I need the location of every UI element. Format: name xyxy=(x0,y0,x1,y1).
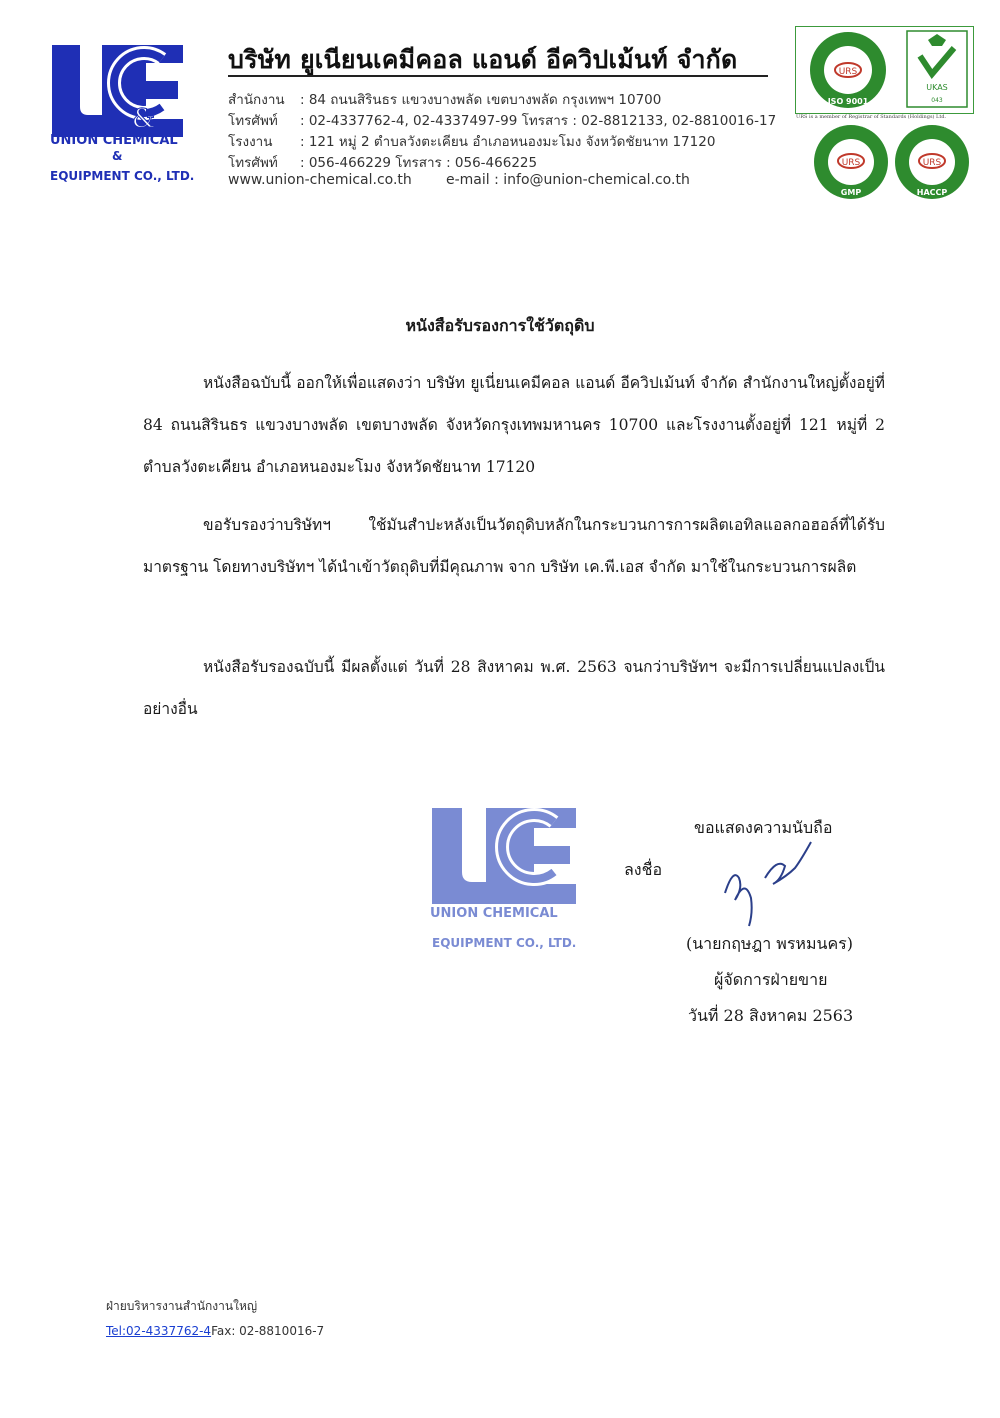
company-name-underline xyxy=(228,75,768,77)
svg-text:&: & xyxy=(132,104,156,134)
company-name: บริษัท ยูเนียนเคมีคอล แอนด์ อีควิปเม้นท์ จำกัด xyxy=(228,45,738,74)
logo-caption-line2: & xyxy=(112,149,123,163)
footer-fax: Fax: 02-8810016-7 xyxy=(211,1324,325,1338)
handwritten-signature xyxy=(715,838,825,928)
header-factory-phone-line xyxy=(228,151,537,173)
logo-caption-line1: UNION CHEMICAL xyxy=(50,133,178,148)
factory-address: : 121 หมู่ 2 ตำบลวังตะเคียน อำเภอหนองมะโมง จังหวัดชัยนาท 17120 xyxy=(300,134,716,150)
ukas-badge xyxy=(906,30,968,108)
signer-name: (นายกฤษฎา พรหมนคร) xyxy=(686,934,853,953)
gmp-label: GMP xyxy=(840,188,862,197)
iso-label: ISO 9001 xyxy=(827,97,869,106)
header-office-phone-line xyxy=(228,109,776,131)
company-stamp xyxy=(428,806,580,956)
iso-9001-badge xyxy=(808,30,888,110)
logo-caption-line3: EQUIPMENT CO., LTD. xyxy=(50,169,195,183)
haccp-urs-text: URS xyxy=(922,158,942,168)
office-label: สำนักงาน xyxy=(228,92,285,108)
uce-logo-mark xyxy=(50,45,185,137)
haccp-label: HACCP xyxy=(916,188,948,197)
body-paragraph-2 xyxy=(143,504,885,588)
gmp-urs-text: URS xyxy=(841,158,861,168)
paragraph-text: ขอรับรองว่าบริษัทฯ ใช้มันสำปะหลังเป็นวัตถุดิบหลักในกระบวนการการผลิตเอทิลแอลกอฮอล์ที่ได้รับมาตรฐาน โดยทางบริษัทฯ ได้นำเข้าวัตถุดิบที่มีคุณภาพ จาก บริษัท เค.พี.เอส จำกัด มาใช้ในกระบวนการผลิต xyxy=(143,516,885,576)
iso-urs-text: URS xyxy=(838,67,858,77)
stamp-caption-line3: EQUIPMENT CO., LTD. xyxy=(432,936,577,950)
gmp-badge xyxy=(812,123,890,201)
factory-phone-value: : 056-466229 โทรสาร : 056-466225 xyxy=(300,155,538,171)
ukas-number: 043 xyxy=(931,97,943,104)
document-title: หนังสือรับรองการใช้วัตถุดิบ xyxy=(405,316,595,335)
company-logo xyxy=(50,45,195,190)
footer-tel-link[interactable]: Tel:02-4337762-4 xyxy=(106,1324,212,1338)
ukas-label: UKAS xyxy=(926,83,948,92)
header-factory-line xyxy=(228,130,715,152)
stamp-logo-mark xyxy=(428,806,580,906)
website-link[interactable]: www.union-chemical.co.th xyxy=(228,172,412,188)
stamp-caption-line1: UNION CHEMICAL xyxy=(430,906,558,921)
factory-phone-label: โทรศัพท์ xyxy=(228,155,278,171)
urs-member-note: URS is a member of Registrar of Standards (Holdings) Ltd. xyxy=(796,114,947,120)
paragraph-text: หนังสือรับรองฉบับนี้ มีผลตั้งแต่ วันที่ 28 สิงหาคม พ.ศ. 2563 จนกว่าบริษัทฯ จะมีการเปลี่ยนแปลงเป็นอย่างอื่น xyxy=(143,658,885,718)
footer-department: ฝ่ายบริหารงานสำนักงานใหญ่ xyxy=(106,1299,258,1313)
office-address: : 84 ถนนสิรินธร แขวงบางพลัด เขตบางพลัด กรุงเทพฯ 10700 xyxy=(300,92,662,108)
signer-position: ผู้จัดการฝ่ายขาย xyxy=(714,970,828,989)
body-paragraph-3 xyxy=(143,646,885,730)
email-link[interactable]: e-mail : info@union-chemical.co.th xyxy=(446,172,690,188)
office-phone-value: : 02-4337762-4, 02-4337497-99 โทรสาร : 02-8812133, 02-8810016-17 xyxy=(300,113,777,129)
body-paragraph-1 xyxy=(143,362,885,488)
factory-label: โรงงาน xyxy=(228,134,273,150)
footer-contact xyxy=(106,1324,324,1338)
haccp-badge xyxy=(893,123,971,201)
sign-label: ลงชื่อ xyxy=(624,860,663,879)
header-office-line xyxy=(228,88,661,110)
signature-date: วันที่ 28 สิงหาคม 2563 xyxy=(688,1006,854,1025)
paragraph-text: หนังสือฉบับนี้ ออกให้เพื่อแสดงว่า บริษัท ยูเนี่ยนเคมีคอล แอนด์ อีควิปเม้นท์ จำกัด สำนักงานใหญ่ตั้งอยู่ที่ 84 ถนนสิรินธร แขวงบางพลัด เขตบางพลัด จังหวัดกรุงเทพมหานคร 10700 และโรงงานตั้งอยู่ที่ 121 หมู่ที่ 2 ตำบลวังตะเคียน อำเภอหนองมะโมง จังหวัดชัยนาท 17120 xyxy=(143,374,885,476)
closing-regards: ขอแสดงความนับถือ xyxy=(694,818,833,837)
office-phone-label: โทรศัพท์ xyxy=(228,113,278,129)
